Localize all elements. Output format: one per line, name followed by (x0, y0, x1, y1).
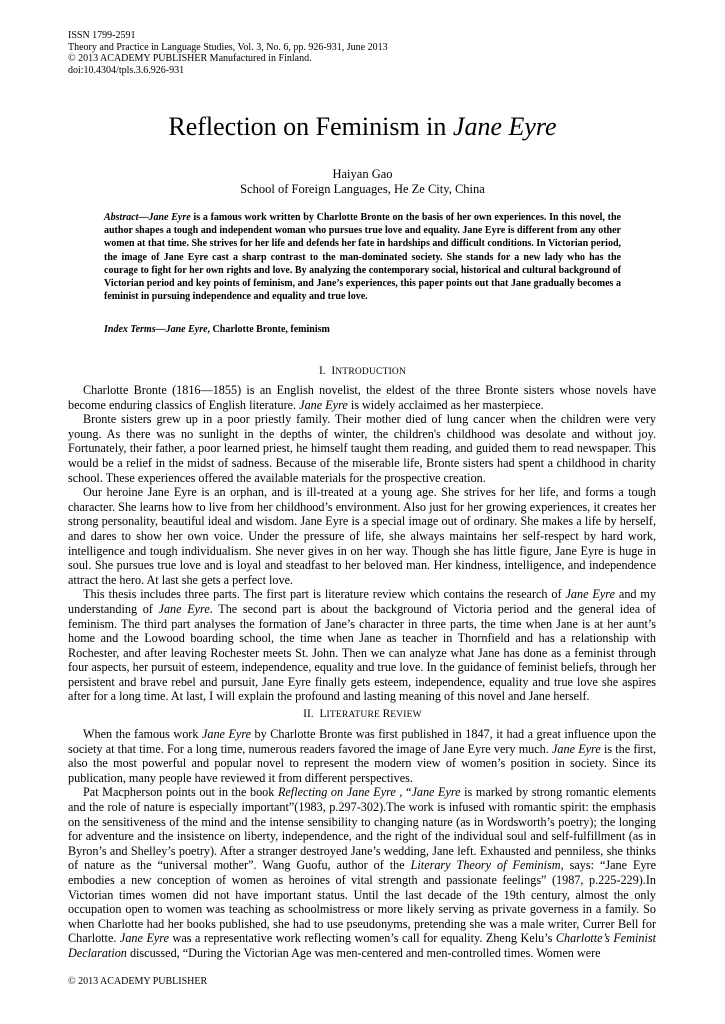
index-terms-rest: , Charlotte Bronte, feminism (207, 324, 330, 335)
paragraph: Our heroine Jane Eyre is an orphan, and is ill-treated at a young age. She strives for her life, and forms a tough character. She learns how to live from her childhood’s environment. Also just for her growing experiences, it creates her strong personality, beautiful ideal and wisdom. Jane Eyre is a special image out of ordinary. She makes a life by herself, and dares to show her own voice. Under the pressure of life, she always maintains her self-respect by hard work, intelligence and tough individualism. She never gives in on her way. Though she has little figure, Jane Eyre is huge in soul. She pursues true love and is loyal and steadfast to her beloved man. Her kindness, intelligence, and independence attract the hero. At last she gets a perfect love. (68, 485, 656, 587)
journal-header (68, 30, 388, 76)
section-body-introduction (68, 383, 656, 704)
section-heading-literature-review (0, 707, 725, 722)
section-body-literature-review (68, 727, 656, 961)
page-footer: © 2013 ACADEMY PUBLISHER (68, 976, 208, 987)
index-terms (104, 323, 621, 336)
abstract (104, 211, 621, 303)
paragraph: Charlotte Bronte (1816—1855) is an English novelist, the eldest of the three Bronte sisters whose novels have become enduring classics of English literature. Jane Eyre is widely acclaimed as her masterpiece. (68, 383, 656, 412)
doi-line: doi:10.4304/tpls.3.6.926-931 (68, 64, 185, 76)
paragraph: Pat Macpherson points out in the book Reflecting on Jane Eyre , “Jane Eyre is marked by strong romantic elements and the role of nature is especially important”(1983, p.297-302).The work is infused with romantic spirit: the emphasis on the sensitiveness of the mind and the intense sensibility to changing nature (as in Wordsworth’s poetry); the longing for adventure and the insistence on liberty, independence, and the right of the individual soul and self-fulfillment (as in Byron’s and Shelley’s poetry). After a stranger destroyed Jane’s wedding, Jane left. Exhausted and penniless, she thinks of nature as the “universal mother”. Wang Guofu, author of the Literary Theory of Feminism, says: “Jane Eyre embodies a new conception of women as heroines of vital strength and passionate feelings” (1987, p.225-229).In Victorian times women did not have important status. Until the last decade of the 19th century, almost the only occupation open to women was teaching as schoolmistress or more likely serving as private governess in a family. So when Charlotte had her books published, she had to use pseudonyms, pretending she was a male writer, Currer Bell for Charlotte. Jane Eyre was a representative work reflecting women’s call for equality. Zheng Kelu’s Charlotte’s Feminist Declaration discussed, “During the Victorian Age was men-centered and men-controlled times. Women were (68, 785, 656, 960)
section-rest: NTRODUCTION (335, 367, 407, 377)
index-terms-label: Index Terms (104, 324, 156, 335)
index-terms-italic: Jane Eyre (165, 324, 208, 335)
abstract-text: is a famous work written by Charlotte Bronte on the basis of her own experiences. In this novel, the author shapes a tough and independent woman who pursues true love and equality. Jane Eyre is different from any other women at that time. She strives for her life and defends her fate in hardships and difficult conditions. In Victorian period, the image of Jane Eyre cast a sharp contrast to the man-dominated society. She stands for a new lady who has the courage to fight for her own rights and love. By analyzing the contemporary social, historical and cultural background of Victorian period and key points of feminism, and Jane’s experiences, this paper points out that Jane gradually becomes a feminist in pursuing independence and equality and true love. (104, 212, 621, 303)
abstract-dash: — (138, 212, 149, 223)
paragraph: When the famous work Jane Eyre by Charlotte Bronte was first published in 1847, it had a great influence upon the society at that time. For a long time, numerous readers favored the image of Jane Eyre very much. Jane Eyre is the first, also the most powerful and popular novel to represent the modern view of women’s position in society. Since its publication, many people have reviewed it from different perspectives. (68, 727, 657, 785)
section-number: II. (303, 708, 314, 720)
paragraph: Bronte sisters grew up in a poor priestly family. Their mother died of lung cancer when the children were very young. As there was no sunlight in the depths of winter, the children's childhood was desolate and without joy. Fortunately, their father, a poor learned priest, he himself taught them reading, and guided them to read newspaper. This would be a relief in the midst of sadness. Because of the miserable life, Bronte sisters had spent a childhood in charity school. These experiences offered the available materials for the prospective creation. (68, 412, 656, 485)
section-initial-2: R (382, 708, 391, 720)
section-rest-2: EVIEW (390, 710, 422, 720)
abstract-italic-start: Jane Eyre (148, 212, 191, 223)
title-main: Reflection on Feminism in (168, 112, 453, 141)
abstract-label: Abstract (104, 212, 139, 223)
section-number: I. (318, 365, 326, 377)
section-heading-introduction (0, 364, 725, 379)
paragraph: This thesis includes three parts. The first part is literature review which contains the research of Jane Eyre and my understanding of Jane Eyre. The second part is about the background of Victoria period and the general idea of feminism. The third part analyses the formation of Jane’s character in three parts, the time when Jane is at her aunt’s home and the Lowood boarding school, the time when Jane as teacher in Thornfield and has a relationship with Rochester, and after leaving Rochester meets St. John. Then we can analyze what Jane has done as a feminist through four aspects, her pursuit of esteem, independence, equality and true love. In the guidance of feminist beliefs, through her persistent and brave rebel and pursuit, Jane Eyre finally gets esteem, independence, equality and true love she aspires after for a long time. At last, I will explain the profound and lasting meaning of this novel and Jane herself. (68, 587, 656, 704)
section-rest: ITERATURE (326, 710, 383, 720)
paper-title (0, 112, 725, 142)
index-terms-dash: — (155, 324, 166, 335)
issn-line: ISSN 1799-2591 (68, 30, 136, 41)
title-italic: Jane Eyre (452, 112, 557, 141)
author-name: Haiyan Gao (332, 167, 393, 181)
section-initial: L (319, 708, 327, 720)
journal-line: Theory and Practice in Language Studies, Vol. 3, No. 6, pp. 926-931, June 2013 (68, 41, 388, 53)
author-affiliation: School of Foreign Languages, He Ze City, China (240, 182, 485, 196)
copyright-line: © 2013 ACADEMY PUBLISHER Manufactured in Finland. (68, 53, 312, 64)
section-initial: I (331, 365, 336, 377)
